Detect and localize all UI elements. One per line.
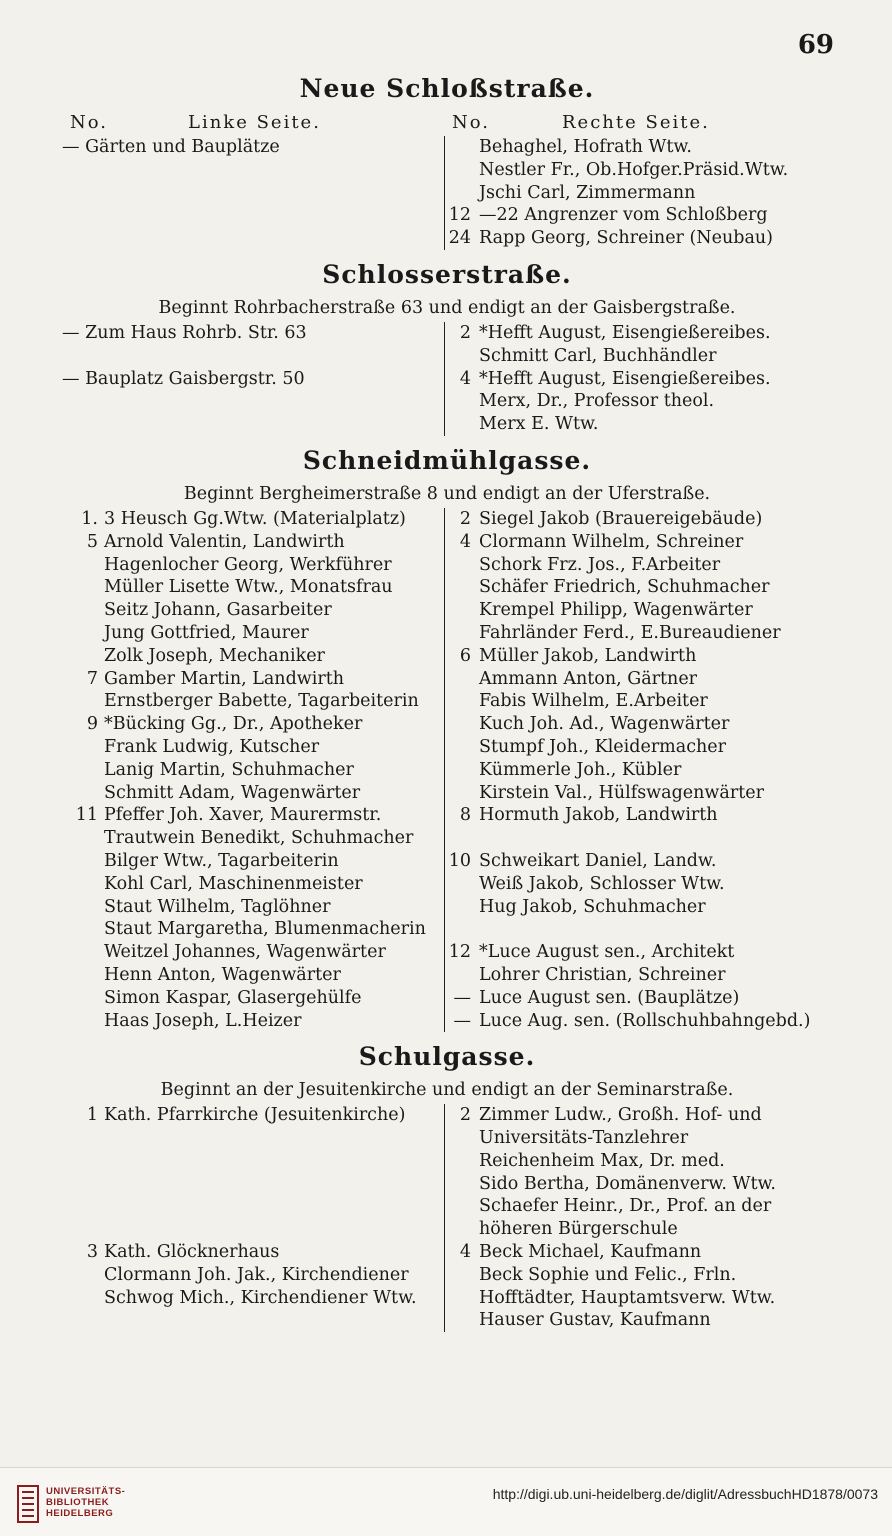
left-entry bbox=[62, 136, 444, 159]
left-entry bbox=[62, 941, 444, 964]
entry-text: Seitz Johann, Gasarbeiter bbox=[104, 600, 332, 621]
entry-text: Jung Gottfried, Maurer bbox=[104, 622, 309, 643]
right-entry bbox=[445, 918, 832, 941]
house-number: 8 bbox=[459, 805, 471, 826]
entry-text: — Bauplatz Gaisbergstr. 50 bbox=[62, 368, 305, 389]
entry-text: Fahrländer Ferd., E.Bureaudiener bbox=[479, 622, 781, 643]
right-entry bbox=[445, 645, 832, 668]
house-number bbox=[62, 645, 104, 668]
house-number bbox=[62, 1173, 104, 1196]
left-entry bbox=[62, 1241, 444, 1264]
right-entry bbox=[445, 622, 832, 645]
left-entry bbox=[62, 645, 444, 668]
entry-text: Lohrer Christian, Schreiner bbox=[479, 964, 726, 985]
house-number bbox=[445, 782, 479, 805]
entry-text: Kohl Carl, Maschinenmeister bbox=[104, 873, 363, 894]
house-number bbox=[62, 1287, 104, 1310]
right-entry bbox=[445, 1150, 832, 1173]
entry-text bbox=[104, 1218, 444, 1241]
house-number: 9 bbox=[86, 714, 98, 735]
entry-text: Frank Ludwig, Kutscher bbox=[104, 736, 320, 757]
house-number bbox=[62, 759, 104, 782]
house-number bbox=[62, 622, 104, 645]
left-entry bbox=[62, 987, 444, 1010]
house-number bbox=[62, 1150, 104, 1173]
house-number bbox=[445, 1127, 479, 1150]
house-number bbox=[62, 1264, 104, 1287]
right-entry bbox=[445, 827, 832, 850]
house-number bbox=[62, 850, 104, 873]
right-entry bbox=[445, 964, 832, 987]
right-entry bbox=[445, 227, 832, 250]
left-entry bbox=[62, 1264, 444, 1287]
column-header bbox=[62, 110, 832, 136]
right-entry bbox=[445, 987, 832, 1010]
house-number bbox=[445, 599, 479, 622]
entry-text: *Hefft August, Eisengießereibes. bbox=[479, 368, 771, 389]
entry-text: 3 Heusch Gg.Wtw. (Materialplatz) bbox=[104, 508, 406, 529]
house-number bbox=[62, 1010, 104, 1033]
logo-line-1: UNIVERSITÄTS- bbox=[46, 1486, 126, 1497]
entry-text: —22 Angrenzer vom Schloßberg bbox=[479, 205, 768, 226]
entry-text: *Bücking Gg., Dr., Apotheker bbox=[104, 714, 363, 735]
house-number bbox=[62, 690, 104, 713]
entry-text: Reichenheim Max, Dr. med. bbox=[479, 1150, 725, 1171]
entry-text: Beck Michael, Kaufmann bbox=[479, 1242, 702, 1263]
entry-text: Weitzel Johannes, Wagenwärter bbox=[104, 942, 386, 963]
entry-text: Staut Wilhelm, Taglöhner bbox=[104, 896, 331, 917]
street-description: Beginnt Bergheimerstraße 8 und endigt an der Uferstraße. bbox=[183, 483, 711, 504]
entry-text: Ammann Anton, Gärtner bbox=[479, 668, 698, 689]
right-entry bbox=[445, 182, 832, 205]
house-number bbox=[62, 1195, 104, 1218]
right-entry bbox=[445, 850, 832, 873]
house-number: 4 bbox=[459, 368, 471, 389]
house-number: 1 bbox=[86, 1105, 98, 1126]
left-entry bbox=[62, 668, 444, 691]
right-entry bbox=[445, 554, 832, 577]
left-entry bbox=[62, 1150, 444, 1173]
header-left-side: Linke Seite. bbox=[188, 112, 321, 133]
entry-text: Kümmerle Joh., Kübler bbox=[479, 759, 682, 780]
house-number bbox=[62, 599, 104, 622]
house-number bbox=[62, 827, 104, 850]
entry-text: Hauser Gustav, Kaufmann bbox=[479, 1310, 711, 1331]
entry-text: *Hefft August, Eisengießereibes. bbox=[479, 322, 771, 343]
right-entry bbox=[445, 782, 832, 805]
header-no-left: No. bbox=[70, 112, 108, 133]
right-entry bbox=[445, 599, 832, 622]
right-entry bbox=[445, 1218, 832, 1241]
left-entry bbox=[62, 531, 444, 554]
house-number bbox=[445, 1264, 479, 1287]
library-logo[interactable] bbox=[16, 1482, 156, 1526]
house-number bbox=[445, 759, 479, 782]
left-entry bbox=[62, 1010, 444, 1033]
right-entry bbox=[445, 1309, 832, 1332]
entry-text: Hagenlocher Georg, Werkführer bbox=[104, 554, 392, 575]
entry-text: Schäfer Friedrich, Schuhmacher bbox=[479, 577, 770, 598]
left-entry bbox=[62, 736, 444, 759]
entry-text: Ernstberger Babette, Tagarbeiterin bbox=[104, 691, 419, 712]
header-no-right: No. bbox=[452, 112, 490, 133]
house-number bbox=[445, 736, 479, 759]
entry-text: Luce Aug. sen. (Rollschuhbahngebd.) bbox=[479, 1010, 811, 1031]
entry-text: Stumpf Joh., Kleidermacher bbox=[479, 736, 727, 757]
house-number bbox=[445, 1287, 479, 1310]
right-entry bbox=[445, 1195, 832, 1218]
entry-text: — Zum Haus Rohrb. Str. 63 bbox=[62, 322, 307, 343]
house-number bbox=[62, 782, 104, 805]
left-entry bbox=[62, 345, 444, 368]
header-right-side: Rechte Seite. bbox=[562, 112, 710, 133]
entry-text: Beck Sophie und Felic., Frln. bbox=[479, 1264, 737, 1285]
entry-text: höheren Bürgerschule bbox=[479, 1219, 678, 1240]
section-schlosserstrasse bbox=[62, 258, 832, 436]
street-title: Schulgasse. bbox=[358, 1042, 536, 1072]
house-number bbox=[62, 554, 104, 577]
house-number: — bbox=[453, 987, 471, 1008]
right-column bbox=[444, 1104, 832, 1332]
right-entry bbox=[445, 668, 832, 691]
entry-text: — Gärten und Bauplätze bbox=[62, 137, 280, 157]
entry-text: Luce August sen. (Bauplätze) bbox=[479, 987, 740, 1008]
section-schulgasse bbox=[62, 1040, 832, 1332]
left-entry bbox=[62, 827, 444, 850]
right-entry bbox=[445, 136, 832, 159]
left-column bbox=[62, 1104, 444, 1332]
entry-text: Kirstein Val., Hülfswagenwärter bbox=[479, 782, 764, 803]
entry-text bbox=[479, 918, 832, 941]
library-seal-icon bbox=[16, 1484, 40, 1524]
left-entry bbox=[62, 1218, 444, 1241]
house-number bbox=[62, 736, 104, 759]
right-entry bbox=[445, 690, 832, 713]
entry-text bbox=[479, 827, 832, 850]
house-number bbox=[445, 622, 479, 645]
right-entry bbox=[445, 204, 832, 227]
left-entry bbox=[62, 873, 444, 896]
house-number bbox=[445, 345, 479, 368]
logo-line-3: HEIDELBERG bbox=[46, 1508, 114, 1519]
house-number: 2 bbox=[459, 1105, 471, 1126]
left-entry bbox=[62, 599, 444, 622]
house-number bbox=[445, 576, 479, 599]
left-entry bbox=[62, 1104, 444, 1127]
house-number: 24 bbox=[448, 228, 471, 249]
house-number bbox=[445, 136, 479, 159]
house-number bbox=[62, 964, 104, 987]
entry-text: Lanig Martin, Schuhmacher bbox=[104, 759, 354, 780]
entry-text: Siegel Jakob (Brauereigebäude) bbox=[479, 508, 763, 529]
entry-text: Rapp Georg, Schreiner (Neubau) bbox=[479, 228, 773, 249]
house-number: 6 bbox=[459, 645, 471, 666]
entry-text bbox=[62, 345, 444, 368]
house-number bbox=[445, 390, 479, 413]
house-number: 10 bbox=[448, 850, 471, 871]
footer-bar bbox=[0, 1467, 892, 1536]
entry-text: Gamber Martin, Landwirth bbox=[104, 668, 345, 689]
left-column bbox=[62, 322, 444, 436]
left-entry bbox=[62, 713, 444, 736]
house-number bbox=[445, 827, 479, 850]
right-entry bbox=[445, 413, 832, 436]
right-entry bbox=[445, 1010, 832, 1033]
right-entry bbox=[445, 322, 832, 345]
right-column bbox=[444, 322, 832, 436]
right-entry bbox=[445, 345, 832, 368]
left-entry bbox=[62, 1127, 444, 1150]
entry-text bbox=[104, 1195, 444, 1218]
house-number bbox=[445, 1150, 479, 1173]
entry-text: Hormuth Jakob, Landwirth bbox=[479, 805, 718, 826]
entry-text: Sido Bertha, Domänenverw. Wtw. bbox=[479, 1173, 776, 1194]
left-entry bbox=[62, 622, 444, 645]
entry-text: Fabis Wilhelm, E.Arbeiter bbox=[479, 691, 708, 712]
entry-text: Arnold Valentin, Landwirth bbox=[104, 531, 345, 552]
right-entry bbox=[445, 1104, 832, 1127]
left-entry bbox=[62, 759, 444, 782]
right-column bbox=[444, 508, 832, 1032]
street-title: Schlosserstraße. bbox=[322, 259, 572, 289]
entry-text: Clormann Wilhelm, Schreiner bbox=[479, 531, 744, 552]
logo-line-2: BIBLIOTHEK bbox=[46, 1497, 110, 1508]
entry-text: Bilger Wtw., Tagarbeiterin bbox=[104, 850, 339, 871]
left-entry bbox=[62, 964, 444, 987]
house-number bbox=[62, 576, 104, 599]
entry-text bbox=[104, 1127, 444, 1150]
section-schneidmuehlgasse bbox=[62, 444, 832, 1032]
right-entry bbox=[445, 508, 832, 531]
right-entry bbox=[445, 159, 832, 182]
entry-text: Schork Frz. Jos., F.Arbeiter bbox=[479, 554, 721, 575]
house-number bbox=[62, 896, 104, 919]
left-entry bbox=[62, 1173, 444, 1196]
right-entry bbox=[445, 368, 832, 391]
house-number bbox=[445, 1173, 479, 1196]
house-number: — bbox=[453, 1010, 471, 1031]
house-number bbox=[445, 873, 479, 896]
entry-text: Merx, Dr., Professor theol. bbox=[479, 391, 715, 412]
right-entry bbox=[445, 1264, 832, 1287]
entry-text: Schaefer Heinr., Dr., Prof. an der bbox=[479, 1196, 772, 1217]
entry-text: *Luce August sen., Architekt bbox=[479, 942, 735, 963]
house-number bbox=[445, 1309, 479, 1332]
left-column bbox=[62, 136, 444, 250]
house-number bbox=[62, 918, 104, 941]
house-number bbox=[445, 554, 479, 577]
entry-text bbox=[104, 1150, 444, 1173]
entry-text: Kuch Joh. Ad., Wagenwärter bbox=[479, 714, 730, 735]
entry-text: Nestler Fr., Ob.Hofger.Präsid.Wtw. bbox=[479, 159, 789, 180]
house-number bbox=[445, 182, 479, 205]
right-entry bbox=[445, 576, 832, 599]
left-entry bbox=[62, 690, 444, 713]
left-entry bbox=[62, 576, 444, 599]
page-number: 69 bbox=[797, 30, 834, 60]
house-number bbox=[445, 413, 479, 436]
entry-text: Jschi Carl, Zimmermann bbox=[479, 182, 696, 203]
house-number bbox=[445, 713, 479, 736]
right-entry bbox=[445, 1287, 832, 1310]
directory-content bbox=[62, 64, 832, 1332]
house-number bbox=[445, 1195, 479, 1218]
house-number: 2 bbox=[459, 508, 471, 529]
street-title: Neue Schloßstraße. bbox=[299, 74, 595, 103]
house-number bbox=[62, 1127, 104, 1150]
house-number bbox=[445, 690, 479, 713]
house-number bbox=[62, 987, 104, 1010]
left-entry bbox=[62, 918, 444, 941]
entry-text: Haas Joseph, L.Heizer bbox=[104, 1010, 302, 1031]
entry-text: Universitäts-Tanzlehrer bbox=[479, 1128, 689, 1149]
house-number: 12 bbox=[448, 205, 471, 226]
house-number bbox=[62, 1218, 104, 1241]
left-entry bbox=[62, 896, 444, 919]
entry-text: Kath. Glöcknerhaus bbox=[104, 1242, 280, 1263]
entry-text: Weiß Jakob, Schlosser Wtw. bbox=[479, 873, 725, 894]
right-entry bbox=[445, 873, 832, 896]
left-entry bbox=[62, 782, 444, 805]
left-entry bbox=[62, 850, 444, 873]
entry-text: Simon Kaspar, Glasergehülfe bbox=[104, 987, 362, 1008]
entry-text: Clormann Joh. Jak., Kirchendiener bbox=[104, 1264, 409, 1285]
house-number bbox=[445, 964, 479, 987]
entry-text: Schmitt Carl, Buchhändler bbox=[479, 345, 717, 366]
house-number bbox=[445, 896, 479, 919]
entry-text bbox=[104, 1173, 444, 1196]
entry-text: Hofftädter, Hauptamtsverw. Wtw. bbox=[479, 1287, 776, 1308]
right-entry bbox=[445, 804, 832, 827]
right-entry bbox=[445, 1127, 832, 1150]
house-number: 5 bbox=[86, 531, 98, 552]
section-neue-schlossstrasse bbox=[62, 72, 832, 250]
entry-text: Trautwein Benedikt, Schuhmacher bbox=[104, 828, 414, 849]
house-number: 1. bbox=[81, 508, 98, 529]
left-entry bbox=[62, 804, 444, 827]
entry-text: Henn Anton, Wagenwärter bbox=[104, 964, 341, 985]
house-number bbox=[445, 918, 479, 941]
source-url-link[interactable]: http://digi.ub.uni-heidelberg.de/diglit/AdressbuchHD1878/0073 bbox=[492, 1486, 878, 1502]
entry-text: Staut Margaretha, Blumenmacherin bbox=[104, 919, 426, 940]
right-entry bbox=[445, 736, 832, 759]
house-number: 4 bbox=[459, 1242, 471, 1263]
house-number: 7 bbox=[86, 668, 98, 689]
house-number: 12 bbox=[448, 942, 471, 963]
entry-text: Schmitt Adam, Wagenwärter bbox=[104, 782, 361, 803]
entry-text: Müller Jakob, Landwirth bbox=[479, 645, 697, 666]
entry-text: Hug Jakob, Schuhmacher bbox=[479, 896, 706, 917]
left-entry bbox=[62, 508, 444, 531]
right-entry bbox=[445, 1241, 832, 1264]
entry-text: Müller Lisette Wtw., Monatsfrau bbox=[104, 577, 393, 598]
entry-text: Kath. Pfarrkirche (Jesuitenkirche) bbox=[104, 1105, 406, 1126]
right-entry bbox=[445, 759, 832, 782]
right-entry bbox=[445, 1173, 832, 1196]
street-description: Beginnt an der Jesuitenkirche und endigt an der Seminarstraße. bbox=[160, 1080, 734, 1101]
entry-text: Behaghel, Hofrath Wtw. bbox=[479, 137, 692, 157]
right-entry bbox=[445, 531, 832, 554]
left-entry bbox=[62, 322, 444, 345]
house-number bbox=[62, 873, 104, 896]
left-entry bbox=[62, 1287, 444, 1310]
entry-text: Zimmer Ludw., Großh. Hof- und bbox=[479, 1105, 762, 1126]
left-column bbox=[62, 508, 444, 1032]
right-entry bbox=[445, 713, 832, 736]
house-number bbox=[62, 941, 104, 964]
entry-text: Pfeffer Joh. Xaver, Maurermstr. bbox=[104, 805, 382, 826]
house-number: 4 bbox=[459, 531, 471, 552]
house-number: 3 bbox=[86, 1242, 98, 1263]
right-column bbox=[444, 136, 832, 250]
street-description: Beginnt Rohrbacherstraße 63 und endigt an der Gaisbergstraße. bbox=[158, 297, 736, 318]
entry-text: Merx E. Wtw. bbox=[479, 414, 599, 435]
house-number bbox=[445, 1218, 479, 1241]
right-entry bbox=[445, 390, 832, 413]
right-entry bbox=[445, 941, 832, 964]
house-number bbox=[445, 159, 479, 182]
street-title: Schneidmühlgasse. bbox=[302, 445, 592, 475]
left-entry bbox=[62, 1195, 444, 1218]
house-number bbox=[445, 668, 479, 691]
entry-text: Zolk Joseph, Mechaniker bbox=[104, 645, 325, 666]
house-number: 2 bbox=[459, 322, 471, 343]
entry-text: Schweikart Daniel, Landw. bbox=[479, 850, 717, 871]
entry-text: Schwog Mich., Kirchendiener Wtw. bbox=[104, 1287, 417, 1308]
left-entry bbox=[62, 368, 444, 391]
left-entry bbox=[62, 554, 444, 577]
entry-text: Krempel Philipp, Wagenwärter bbox=[479, 600, 753, 621]
right-entry bbox=[445, 896, 832, 919]
house-number: 11 bbox=[75, 805, 98, 826]
